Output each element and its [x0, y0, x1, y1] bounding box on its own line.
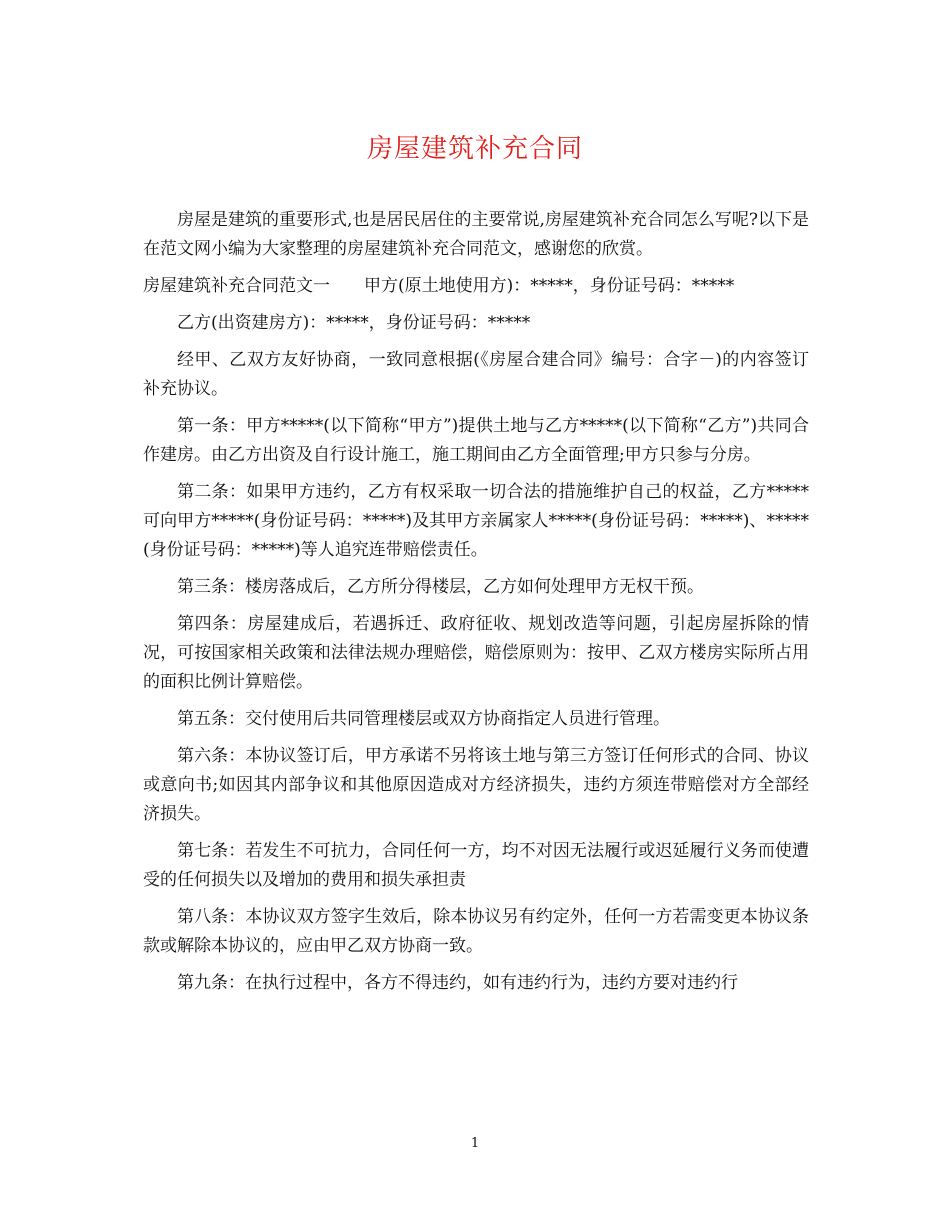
article-8: 第八条：本协议双方签字生效后，除本协议另有约定外，任何一方若需变更本协议条款或解除本协议的，应由甲乙双方协商一致。	[143, 907, 809, 956]
document-body	[143, 206, 809, 1006]
party-b-line: 乙方(出资建房方)：*****，身份证号码：*****	[177, 313, 531, 333]
document-title: 房屋建筑补充合同	[366, 134, 583, 164]
article-9: 第九条：在执行过程中，各方不得违约，如有违约行为，违约方要对违约行	[177, 973, 738, 993]
article-1: 第一条：甲方*****(以下简称“甲方”)提供土地与乙方*****(以下简称“乙方”)共同合作建房。由乙方出资及自行设计施工，施工期间由乙方全面管理;甲方只参与分房。	[143, 416, 809, 465]
page-number: 1	[470, 1136, 480, 1151]
article-7: 第七条：若发生不可抗力，合同任何一方，均不对因无法履行或迟延履行义务而使遭受的任何损失以及增加的费用和损失承担责	[143, 841, 809, 890]
article-6: 第六条：本协议签订后，甲方承诺不另将该土地与第三方签订任何形式的合同、协议或意向书;如因其内部争议和其他原因造成对方经济损失，违约方须连带赔偿对方全部经济损失。	[143, 746, 809, 824]
preamble-paragraph: 经甲、乙双方友好协商，一致同意根据(《房屋合建合同》编号：合字－)的内容签订补充协议。	[143, 350, 809, 399]
sample-heading-party-a: 房屋建筑补充合同范文一 甲方(原土地使用方)：*****，身份证号码：*****	[143, 276, 735, 296]
article-3: 第三条：楼房落成后，乙方所分得楼层，乙方如何处理甲方无权干预。	[177, 577, 704, 597]
intro-paragraph: 房屋是建筑的重要形式,也是居民居住的主要常说,房屋建筑补充合同怎么写呢?以下是在范文网小编为大家整理的房屋建筑补充合同范文，感谢您的欣赏。	[143, 210, 809, 259]
article-4: 第四条：房屋建成后，若遇拆迁、政府征收、规划改造等问题，引起房屋拆除的情况，可按国家相关政策和法律法规办理赔偿，赔偿原则为：按甲、乙双方楼房实际所占用的面积比例计算赔偿。	[143, 614, 809, 692]
article-5: 第五条：交付使用后共同管理楼层或双方协商指定人员进行管理。	[177, 709, 670, 729]
article-2: 第二条：如果甲方违约，乙方有权采取一切合法的措施维护自己的权益，乙方*****可向甲方*****(身份证号码：*****)及其甲方亲属家人*****(身份证号码：*****)、*****(身份证号码：*****)等人追究连带赔偿责任。	[143, 482, 809, 560]
